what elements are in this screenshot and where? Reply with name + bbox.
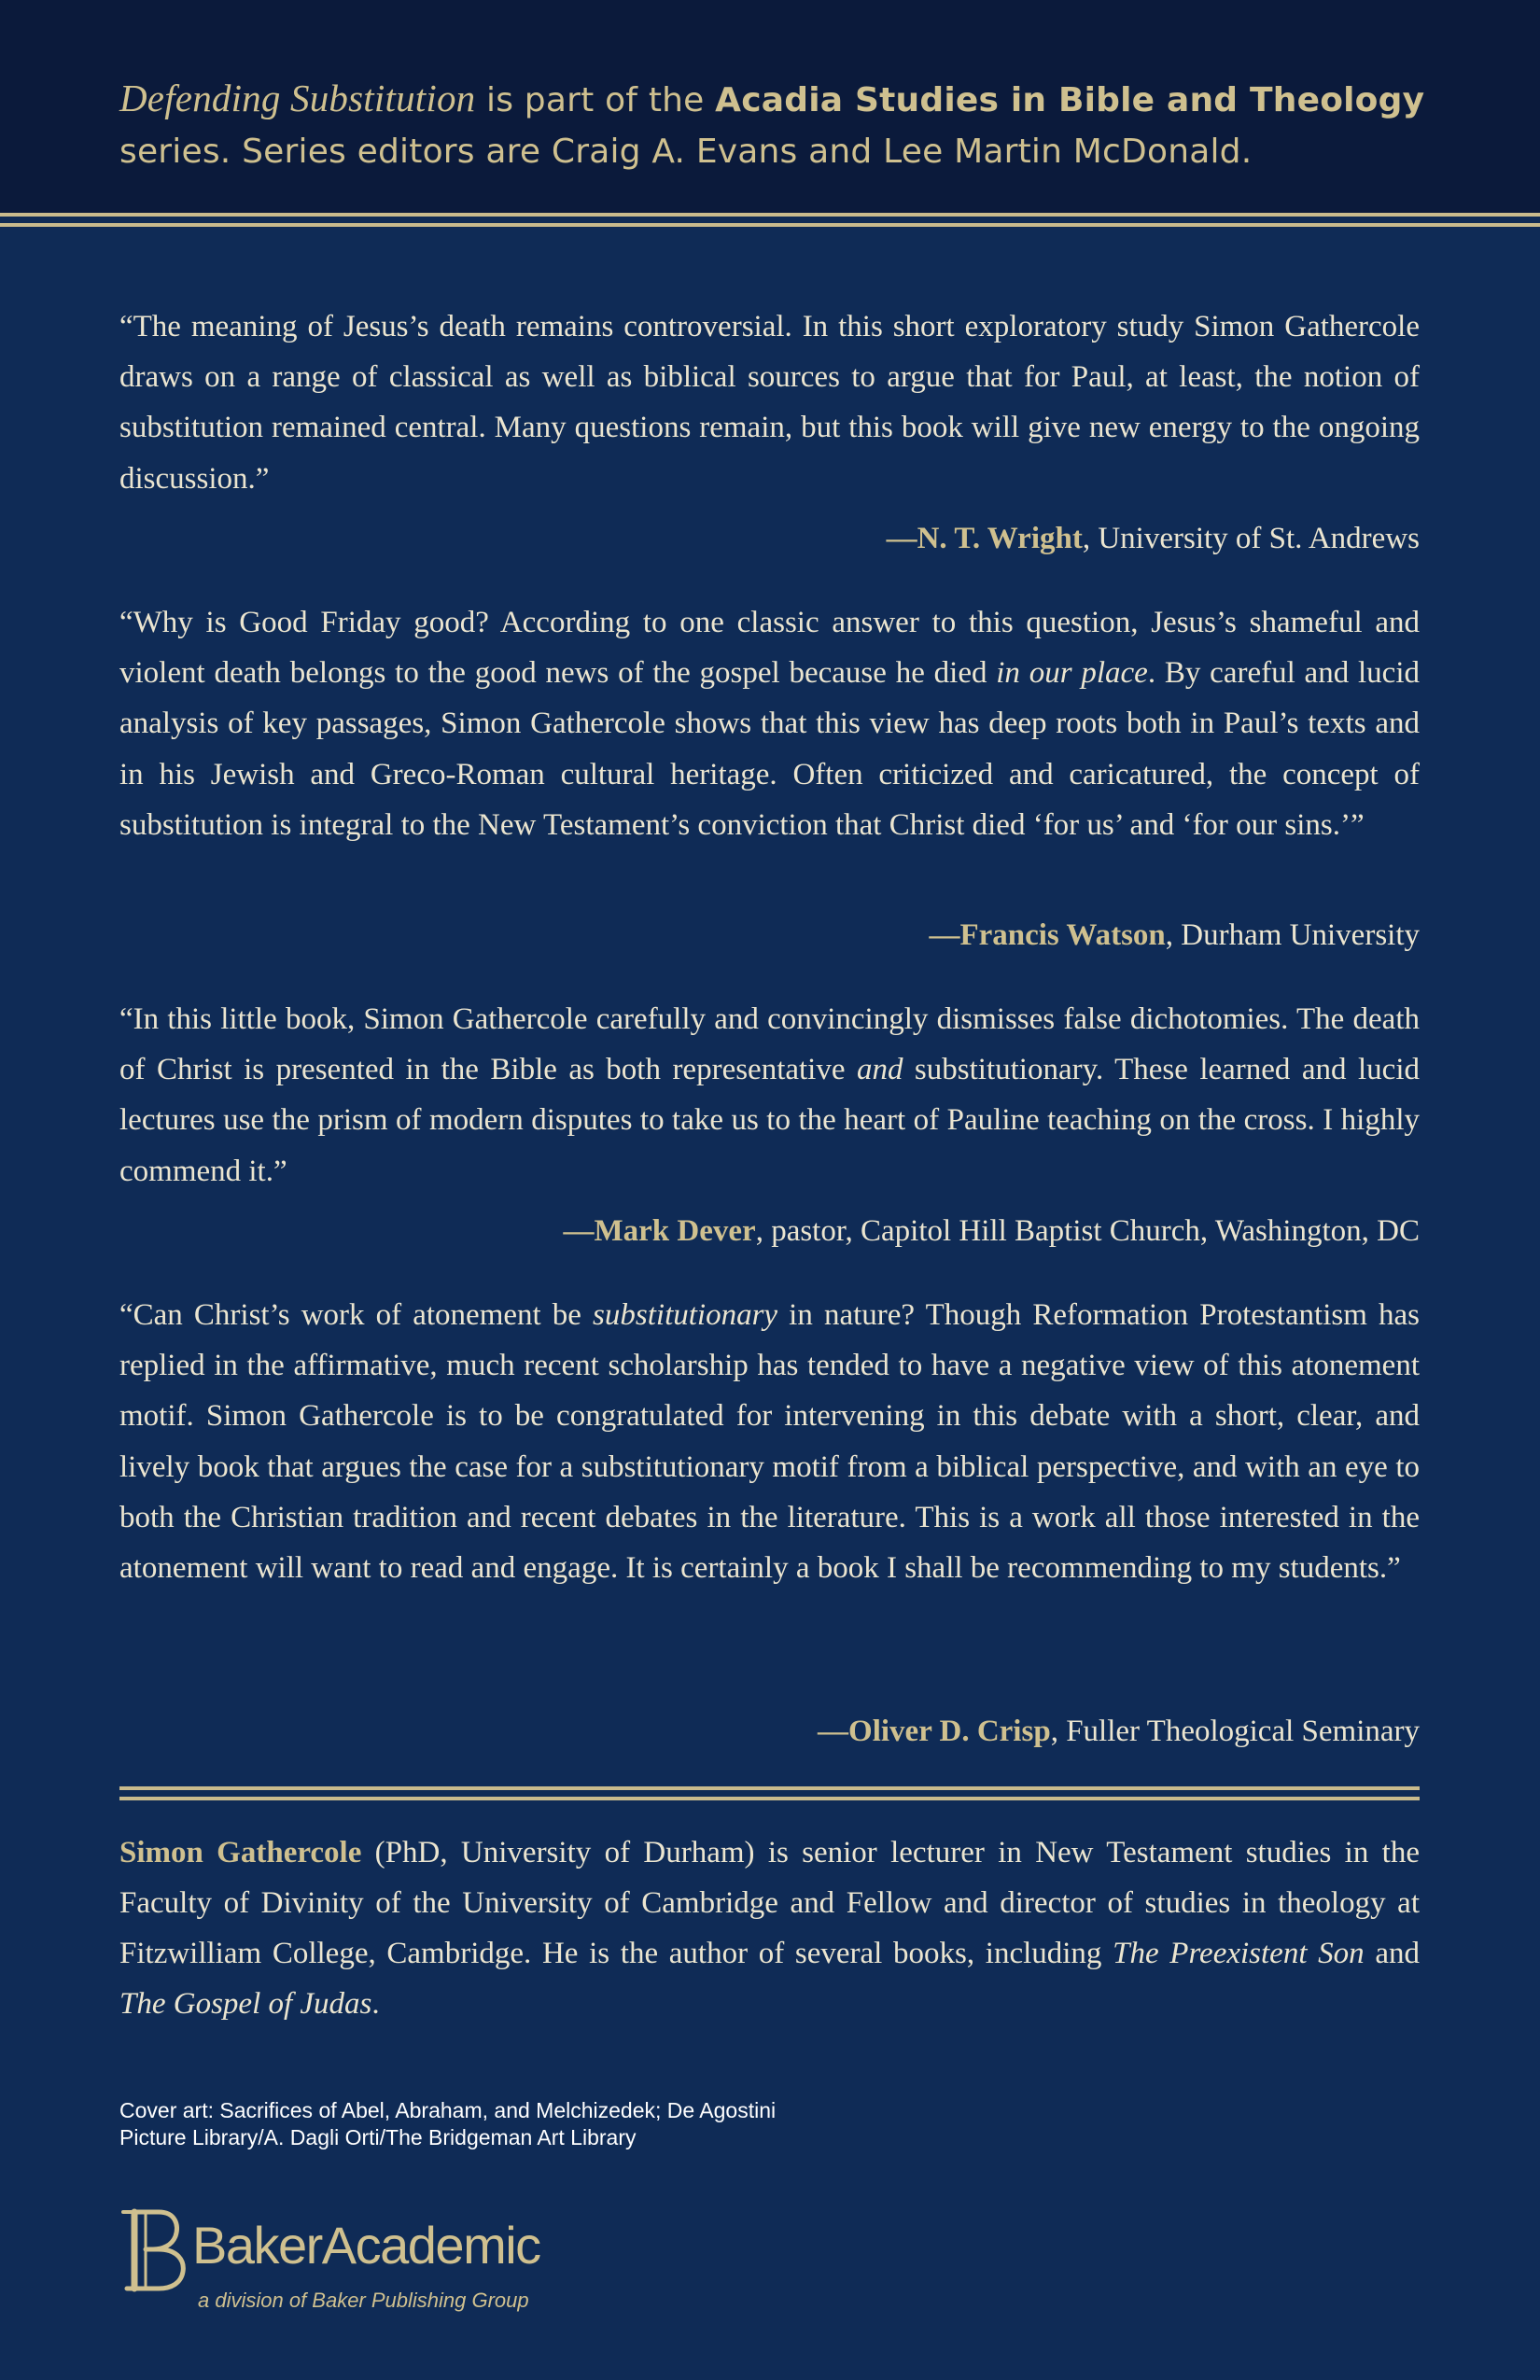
- emphasis-text: and: [856, 1053, 903, 1087]
- endorsement-text: “In this little book, Simon Gathercole carefully and convincingly dismisses false dichotomies. The death of Christ is presented in the Bible as both representative: [119, 1002, 1420, 1087]
- endorser-name: —Francis Watson: [929, 918, 1166, 952]
- endorsement-text: substitutionary. These learned and lucid lectures use the prism of modern disputes to take us to the heart of Pauline teaching on the cross. I highly commend it.”: [119, 1053, 1420, 1188]
- banner-rule-bottom: [0, 223, 1540, 227]
- bio-text: .: [371, 1987, 380, 2021]
- publisher-name: BakerAcademic: [192, 2216, 540, 2275]
- endorsement-2-attribution: [119, 917, 1420, 954]
- book-title: Defending Substitution: [119, 77, 476, 119]
- bio-separator-bottom: [119, 1797, 1420, 1800]
- bio-text: and: [1364, 1937, 1420, 1970]
- endorsement-3-text: [119, 994, 1420, 1197]
- emphasis-text: in our place: [996, 656, 1148, 691]
- banner-rule-top: [0, 213, 1540, 217]
- author-bio: [119, 1827, 1420, 2029]
- endorser-name: —Oliver D. Crisp: [818, 1715, 1051, 1748]
- endorsement-3-attribution: [119, 1212, 1420, 1250]
- endorser-affiliation: , Durham University: [1165, 918, 1420, 952]
- series-banner: [0, 0, 1540, 213]
- series-text-1: is part of the: [475, 81, 716, 119]
- bio-separator-top: [119, 1786, 1420, 1790]
- publisher-tagline: a division of Baker Publishing Group: [198, 2289, 529, 2312]
- series-name: Acadia Studies in Bible and Theology: [715, 81, 1425, 119]
- book-title: The Gospel of Judas: [119, 1987, 372, 2021]
- endorsement-1-text: “The meaning of Jesus’s death remains controversial. In this short exploratory study Simon Gathercole draws on a range of classical as well as biblical sources to argue that for Paul, at least, the notion of substitution remained central. Many questions remain, but this book will give new energy to the ongoing discussion.”: [119, 310, 1420, 496]
- baker-b-logo-icon: [118, 2208, 189, 2294]
- endorsement-text: . By careful and lucid analysis of key passages, Simon Gathercole shows that this view has deep roots both in Paul’s texts and in his Jewish and Greco-Roman cultural heritage. Often criticized and caricatured, the concept of substitution is integral to the New Testament’s conviction that Christ died ‘for us’ and ‘for our sins.’”: [119, 656, 1420, 842]
- emphasis-text: substitutionary: [593, 1298, 778, 1332]
- series-statement: [119, 73, 1445, 177]
- endorsement-text: in nature? Though Reformation Protestantism has replied in the affirmative, much recent scholarship has tended to have a negative view of this atonement motif. Simon Gathercole is to be congratulated for intervening in this debate with a short, clear, and lively book that argues the case for a substitutionary motif from a biblical perspective, and with an eye to both the Christian tradition and recent debates in the literature. This is a work all those interested in the atonement will want to read and engage. It is certainly a book I shall be recommending to my students.”: [119, 1298, 1420, 1586]
- endorser-name: —Mark Dever: [563, 1214, 756, 1248]
- bio-text: (PhD, University of Durham) is senior lecturer in New Testament studies in the Faculty of Divinity of the University of Cambridge and Fellow and director of studies in theology at Fitzwilliam College, Cambridge. He is the author of several books, including: [119, 1836, 1420, 1970]
- cover-art-credit: [119, 2097, 959, 2151]
- endorsement-text: “Why is Good Friday good? According to one classic answer to this question, Jesus’s shameful and violent death belongs to the good news of the gospel because he died: [119, 606, 1420, 691]
- endorsement-2-text: [119, 597, 1420, 850]
- endorser-name: —N. T. Wright: [886, 522, 1083, 555]
- endorsement-4-attribution: [119, 1713, 1420, 1750]
- series-editors: series. Series editors are Craig A. Evans and Lee Martin McDonald.: [119, 133, 1253, 171]
- endorser-affiliation: , University of St. Andrews: [1082, 522, 1420, 555]
- endorser-affiliation: , pastor, Capitol Hill Baptist Church, Washington, DC: [755, 1214, 1420, 1248]
- author-name: Simon Gathercole: [119, 1836, 362, 1869]
- book-title: The Preexistent Son: [1113, 1937, 1365, 1970]
- credit-line-2: Picture Library/A. Dagli Orti/The Bridgeman Art Library: [119, 2125, 637, 2149]
- endorsement-text: “Can Christ’s work of atonement be: [119, 1298, 594, 1332]
- credit-line-1: Cover art: Sacrifices of Abel, Abraham, and Melchizedek; De Agostini: [119, 2098, 777, 2122]
- endorser-affiliation: , Fuller Theological Seminary: [1050, 1715, 1420, 1748]
- endorsement-1-attribution: [119, 520, 1420, 557]
- endorsement-4-text: [119, 1290, 1420, 1593]
